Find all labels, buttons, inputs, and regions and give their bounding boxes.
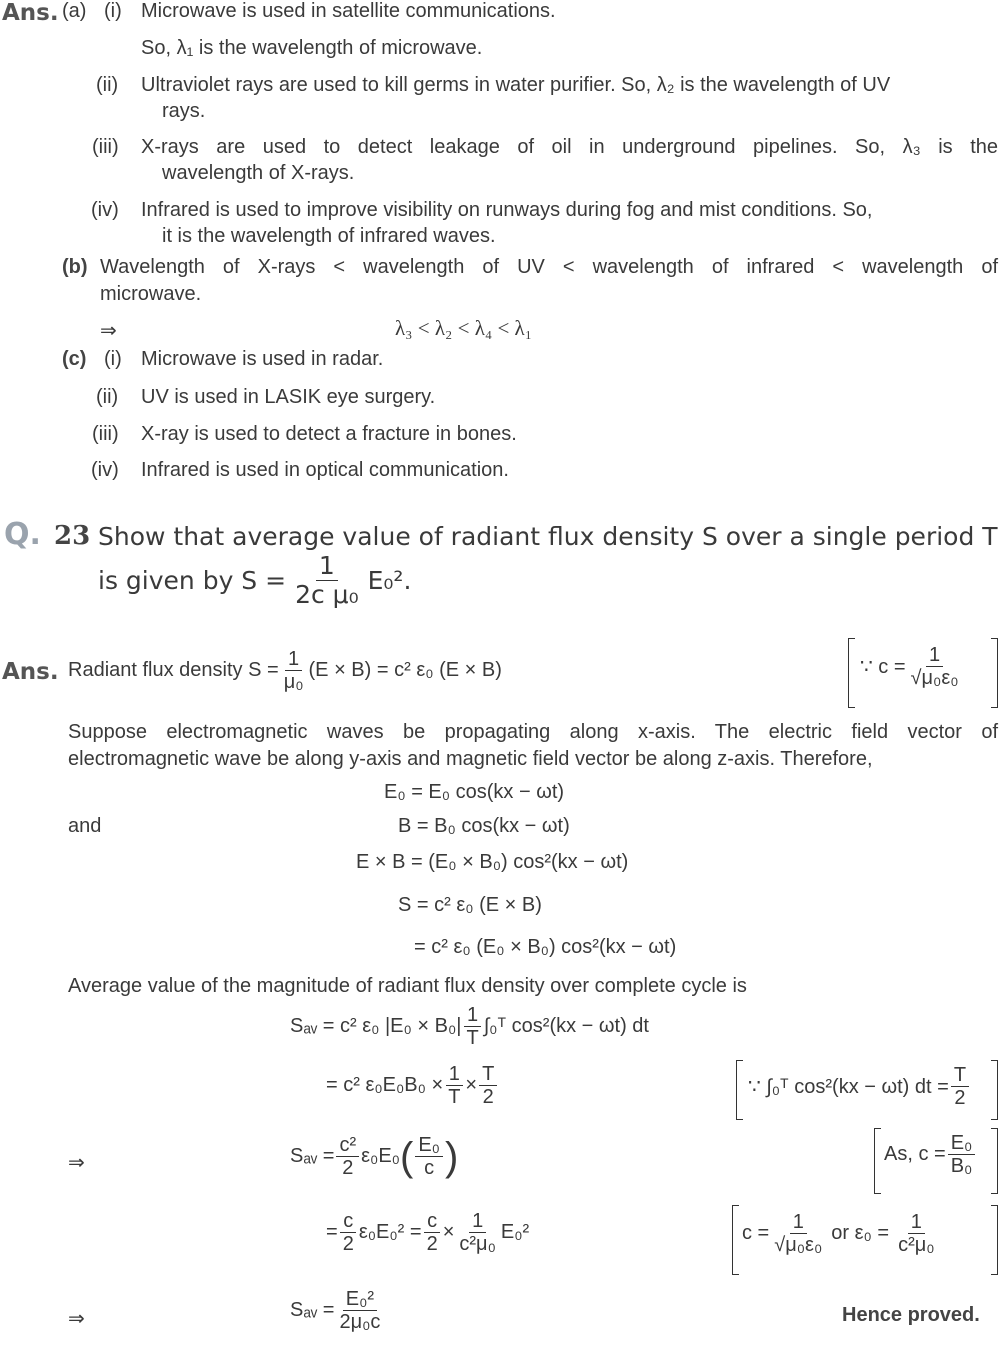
part-a-roman-2: (ii) xyxy=(96,74,119,96)
question-frac-num: 1 xyxy=(316,552,338,581)
eq-b-field: B = B₀ cos(kx − ωt) xyxy=(398,815,570,837)
eq8-paren-num: E₀ xyxy=(415,1134,443,1157)
eq9-frac1-den: 2 xyxy=(342,1233,354,1255)
part-a-roman-4: (iv) xyxy=(91,199,119,221)
part-a-item-1-line2: So, λ₁ is the wavelength of microwave. xyxy=(141,37,483,59)
implies-1: ⇒ xyxy=(68,1152,85,1174)
eq-final-prefix: Sₐᵥ = xyxy=(290,1299,335,1321)
note-c-prefix: ∵ c = xyxy=(860,656,906,678)
eq-average-frac xyxy=(463,1004,481,1049)
note-relations-bracket xyxy=(732,1205,998,1275)
eq-cross-product: E × B = (E₀ × B₀) cos²(kx − ωt) xyxy=(356,851,629,873)
eq-average-frac-num: 1 xyxy=(464,1004,481,1027)
part-b-line1: Wavelength of X-rays < wavelength of UV < wavelength of infrared < wavelength of xyxy=(100,256,998,278)
part-a-roman-3: (iii) xyxy=(92,136,119,158)
part-c-roman-1: (i) xyxy=(104,348,122,370)
eq9-frac3-den: c²μ₀ xyxy=(459,1233,496,1255)
eq9-frac2-num: c xyxy=(424,1210,440,1233)
part-a-item-2-line1: Ultraviolet rays are used to kill germs in water purifier. So, λ₂ is the wavelength of UV xyxy=(141,74,891,96)
answer-line1-frac-num: 1 xyxy=(285,648,302,671)
eq-average xyxy=(290,1004,649,1049)
note-relations-frac1-num: 1 xyxy=(790,1211,807,1234)
question-mark-icon: Q. xyxy=(4,517,41,552)
answer-para2: electromagnetic wave be along y-axis and magnetic field vector be along z-axis. Therefore, xyxy=(68,748,873,770)
question-suffix: E₀². xyxy=(367,565,412,595)
eq8-paren-open: ( xyxy=(399,1134,414,1179)
note-relations-or: or ε₀ = xyxy=(831,1222,890,1244)
part-a-label: (a) xyxy=(62,0,87,22)
eq9-mid2: × xyxy=(442,1221,455,1243)
answer-para3: Average value of the magnitude of radiant flux density over complete cycle is xyxy=(68,975,747,997)
eq-integral-result-prefix: = c² ε₀E₀B₀ × xyxy=(326,1074,444,1096)
note-relations-frac2-num: 1 xyxy=(908,1211,925,1234)
eq9-frac3-num: 1 xyxy=(469,1210,486,1233)
answer-line1 xyxy=(68,648,502,693)
note-relations-frac1-den: √μ₀ε₀ xyxy=(774,1234,823,1256)
note-c-ratio-den: B₀ xyxy=(950,1155,973,1177)
note-integral-bracket-left xyxy=(736,1060,743,1120)
eq-final xyxy=(290,1288,385,1333)
note-integral-den: 2 xyxy=(954,1087,966,1109)
part-c-label: (c) xyxy=(62,348,87,370)
part-b-line2: microwave. xyxy=(100,283,202,305)
answer-line1-prefix: Radiant flux density S = xyxy=(68,659,279,681)
eq-final-frac xyxy=(336,1288,383,1333)
part-a-item-1-line1: Microwave is used in satellite communications. xyxy=(141,0,556,22)
question-line2-prefix: is given by S = xyxy=(98,565,287,595)
eq7-frac2 xyxy=(479,1063,497,1108)
question-fraction xyxy=(292,552,362,608)
eq7-frac1-num: 1 xyxy=(446,1063,463,1086)
part-a-roman-1: (i) xyxy=(104,0,122,22)
eq9-frac3 xyxy=(456,1210,498,1255)
note-relations-content xyxy=(742,1211,940,1256)
part-c-item-1: Microwave is used in radar. xyxy=(141,348,384,370)
eq9-frac2-den: 2 xyxy=(426,1233,438,1255)
note-relations-frac1 xyxy=(771,1211,825,1256)
eq7-frac1-den: T xyxy=(448,1086,461,1108)
part-b-implies: ⇒ xyxy=(100,320,117,342)
and-word: and xyxy=(68,815,102,837)
part-c-roman-4: (iv) xyxy=(91,459,119,481)
eq7-times: × xyxy=(465,1074,478,1096)
eq7-frac2-num: T xyxy=(479,1063,497,1086)
eq-final-den: 2μ₀c xyxy=(339,1311,381,1333)
part-a-item-3-line1: X-rays are used to detect leakage of oil in underground pipelines. So, λ₃ is the xyxy=(141,136,998,158)
note-c-ratio-num: E₀ xyxy=(948,1132,976,1155)
eq-sav-1-prefix: Sₐᵥ = xyxy=(290,1145,335,1167)
note-c-den: √μ₀ε₀ xyxy=(910,667,959,689)
eq-s-def: S = c² ε₀ (E × B) xyxy=(398,894,542,916)
note-relations-frac2-den: c²μ₀ xyxy=(898,1234,935,1256)
part-a-item-3-line2: wavelength of X-rays. xyxy=(162,162,355,184)
note-integral-content xyxy=(748,1064,971,1109)
part-b-relation: λ₃ < λ₂ < λ₄ < λ₁ xyxy=(395,316,533,340)
answer-line1-frac xyxy=(281,648,307,693)
eq9-prefix: = xyxy=(326,1221,338,1243)
eq9-frac1-num: c xyxy=(340,1210,356,1233)
note-c-ratio-bracket-right xyxy=(991,1128,998,1194)
eq9-end: E₀² xyxy=(500,1221,530,1243)
note-relations-prefix: c = xyxy=(742,1222,770,1244)
eq9-frac1 xyxy=(340,1210,357,1255)
note-c-ratio-content xyxy=(884,1132,977,1177)
note-c-ratio-bracket-left xyxy=(874,1128,881,1194)
note-integral-bracket-right xyxy=(991,1060,998,1120)
eq8-paren-close: ) xyxy=(444,1134,459,1179)
part-a-item-4-line2: it is the wavelength of infrared waves. xyxy=(162,225,496,247)
eq-sav-1 xyxy=(290,1134,458,1179)
note-relations-bracket-left xyxy=(732,1205,739,1275)
note-c-bracket-left xyxy=(848,638,855,708)
note-c-ratio-bracket xyxy=(874,1128,998,1194)
part-a-item-2-line2: rays. xyxy=(162,100,206,122)
part-c-item-3: X-ray is used to detect a fracture in bones. xyxy=(141,423,517,445)
note-c-bracket-right xyxy=(991,638,998,708)
eq-average-frac-den: T xyxy=(466,1027,479,1049)
ans-label-1: Ans. xyxy=(2,0,59,26)
answer-line1-rest: (E × B) = c² ε₀ (E × B) xyxy=(308,659,502,681)
note-integral-num: T xyxy=(951,1064,969,1087)
note-relations-frac2 xyxy=(895,1211,937,1256)
note-c-content xyxy=(860,644,964,689)
eq7-frac1 xyxy=(445,1063,463,1108)
eq9-mid1: ε₀E₀² = xyxy=(358,1221,422,1243)
eq8-frac xyxy=(336,1134,359,1179)
note-c-frac xyxy=(908,644,962,689)
eq7-frac2-den: 2 xyxy=(482,1086,494,1108)
eq-e-field: E₀ = E₀ cos(kx − ωt) xyxy=(384,781,565,803)
ans-label-2: Ans. xyxy=(2,659,59,685)
note-c-ratio-prefix: As, c = xyxy=(884,1143,946,1165)
implies-2: ⇒ xyxy=(68,1308,85,1330)
note-c-bracket xyxy=(848,638,998,708)
eq8-frac-den: 2 xyxy=(342,1157,354,1179)
note-c-ratio-frac xyxy=(948,1132,976,1177)
eq8-paren-frac xyxy=(415,1134,443,1179)
eq8-mid: ε₀E₀ xyxy=(361,1145,400,1167)
part-c-roman-3: (iii) xyxy=(92,423,119,445)
question-line2 xyxy=(98,552,411,608)
note-integral-prefix: ∵ ∫₀ᵀ cos²(kx − ωt) dt = xyxy=(748,1076,949,1098)
eq-sav-2 xyxy=(326,1210,529,1255)
part-b-label: (b) xyxy=(62,256,88,278)
eq-average-prefix: Sₐᵥ = c² ε₀ |E₀ × B₀| xyxy=(290,1015,462,1037)
question-frac-den: 2c μ₀ xyxy=(295,579,359,609)
part-c-item-4: Infrared is used in optical communication. xyxy=(141,459,509,481)
answer-para1: Suppose electromagnetic waves be propagating along x-axis. The electric field vector of xyxy=(68,721,998,743)
eq8-paren-den: c xyxy=(424,1157,435,1179)
eq-average-integral: ∫₀ᵀ cos²(kx − ωt) dt xyxy=(483,1015,649,1037)
note-c-num: 1 xyxy=(926,644,943,667)
note-relations-bracket-right xyxy=(991,1205,998,1275)
answer-line1-frac-den: μ₀ xyxy=(283,671,304,693)
part-a-item-4-line1: Infrared is used to improve visibility on runways during fog and mist conditions. So, xyxy=(141,199,873,221)
question-line1: Show that average value of radiant flux density S over a single period T xyxy=(98,522,998,551)
eq8-frac-num: c² xyxy=(336,1134,359,1157)
note-integral-frac xyxy=(951,1064,969,1109)
question-number: 23 xyxy=(54,521,91,551)
part-c-item-2: UV is used in LASIK eye surgery. xyxy=(141,386,436,408)
part-c-roman-2: (ii) xyxy=(96,386,119,408)
note-integral-bracket xyxy=(736,1060,998,1120)
eq9-frac2 xyxy=(424,1210,441,1255)
eq-s-expanded: = c² ε₀ (E₀ × B₀) cos²(kx − ωt) xyxy=(414,936,677,958)
eq-integral-result xyxy=(326,1063,499,1108)
eq-final-num: E₀² xyxy=(343,1288,377,1311)
hence-proved: Hence proved. xyxy=(842,1304,980,1326)
